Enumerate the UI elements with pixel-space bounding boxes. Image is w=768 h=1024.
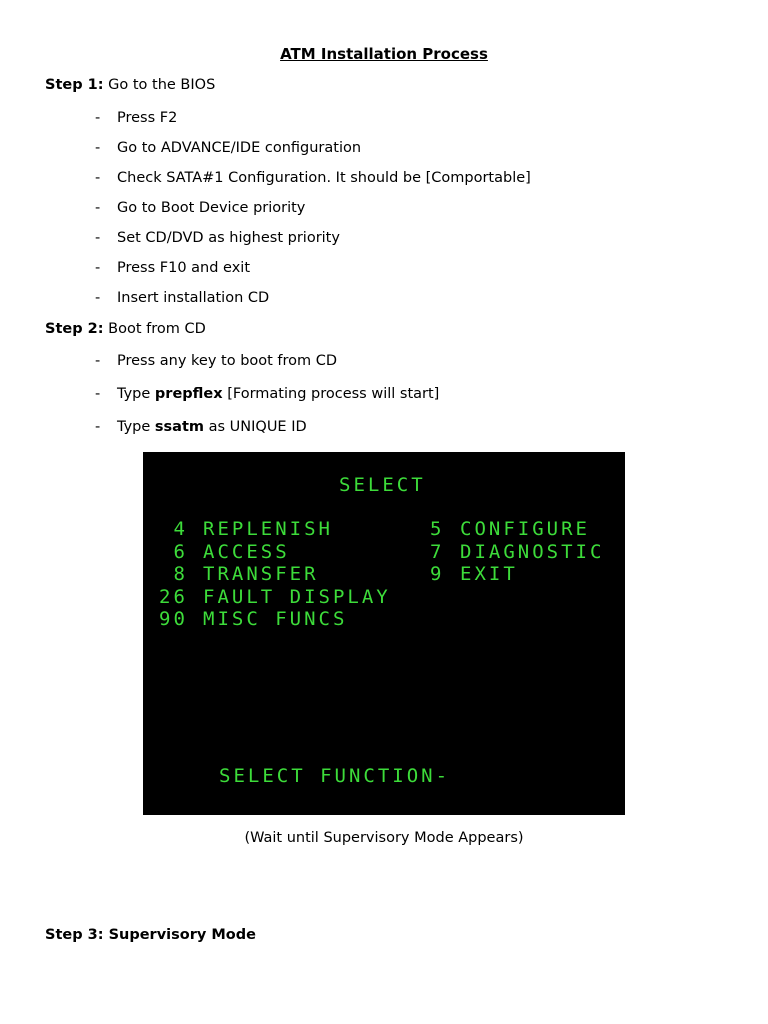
dash-bullet: - bbox=[95, 200, 101, 216]
list-item-text: Go to Boot Device priority bbox=[117, 200, 306, 216]
menu-option-label: TRANSFER bbox=[203, 563, 319, 585]
menu-option-label: EXIT bbox=[460, 563, 518, 585]
menu-option-number: 9 bbox=[430, 563, 445, 585]
screen-caption: (Wait until Supervisory Mode Appears) bbox=[244, 830, 524, 846]
list-item bbox=[95, 419, 307, 435]
menu-option-number: 90 bbox=[159, 608, 188, 630]
list-item-text-pre: Type bbox=[117, 386, 155, 402]
screen-header: SELECT bbox=[339, 474, 426, 496]
menu-option-label: ACCESS bbox=[203, 541, 290, 563]
dash-bullet: - bbox=[95, 353, 101, 369]
list-item bbox=[95, 386, 439, 402]
list-item bbox=[95, 170, 531, 186]
dash-bullet: - bbox=[95, 140, 101, 156]
list-item-text: Go to ADVANCE/IDE configuration bbox=[117, 140, 362, 156]
menu-option-number: 26 bbox=[159, 586, 188, 608]
list-item bbox=[95, 260, 250, 276]
command-ssatm: ssatm bbox=[154, 419, 205, 435]
menu-option-label: MISC FUNCS bbox=[203, 608, 348, 630]
step-2-text: Boot from CD bbox=[103, 321, 206, 337]
step-2-label: Step 2: bbox=[45, 321, 104, 337]
list-item bbox=[95, 353, 337, 369]
step-1-text: Go to the BIOS bbox=[103, 77, 216, 93]
command-prepflex: prepflex bbox=[154, 386, 223, 402]
dash-bullet: - bbox=[95, 419, 101, 435]
list-item bbox=[95, 200, 305, 216]
menu-option-label: DIAGNOSTIC bbox=[460, 541, 605, 563]
list-item-text: Set CD/DVD as highest priority bbox=[117, 230, 340, 246]
dash-bullet: - bbox=[95, 386, 101, 402]
list-item bbox=[95, 290, 269, 306]
step-1-heading bbox=[45, 77, 215, 93]
dash-bullet: - bbox=[95, 230, 101, 246]
menu-option-number: 7 bbox=[430, 541, 445, 563]
list-item-text: Press any key to boot from CD bbox=[117, 353, 338, 369]
list-item-text-pre: Type bbox=[117, 419, 155, 435]
dash-bullet: - bbox=[95, 290, 101, 306]
list-item bbox=[95, 230, 340, 246]
list-item-text: Insert installation CD bbox=[117, 290, 270, 306]
list-item-text: Press F10 and exit bbox=[117, 260, 251, 276]
menu-option-number: 4 bbox=[159, 518, 188, 540]
dash-bullet: - bbox=[95, 260, 101, 276]
step-1-label: Step 1: bbox=[45, 77, 104, 93]
list-item-text-post: [Formating process will start] bbox=[222, 386, 440, 402]
step-3-heading: Step 3: Supervisory Mode bbox=[45, 927, 256, 943]
dash-bullet: - bbox=[95, 110, 101, 126]
menu-option-number: 6 bbox=[159, 541, 188, 563]
document-title: ATM Installation Process bbox=[280, 45, 488, 63]
atm-select-screen bbox=[143, 452, 625, 815]
list-item bbox=[95, 140, 361, 156]
menu-option-label: REPLENISH bbox=[203, 518, 333, 540]
menu-option-number: 5 bbox=[430, 518, 445, 540]
menu-option-label: CONFIGURE bbox=[460, 518, 590, 540]
list-item-text-post: as UNIQUE ID bbox=[204, 419, 307, 435]
menu-option-number: 8 bbox=[159, 563, 188, 585]
list-item-text: Press F2 bbox=[117, 110, 178, 126]
menu-option-label: FAULT DISPLAY bbox=[203, 586, 391, 608]
list-item-text: Check SATA#1 Configuration. It should be [Comportable] bbox=[117, 170, 531, 186]
list-item bbox=[95, 110, 177, 126]
select-function-prompt: SELECT FUNCTION- bbox=[219, 765, 451, 787]
dash-bullet: - bbox=[95, 170, 101, 186]
step-2-heading bbox=[45, 321, 206, 337]
